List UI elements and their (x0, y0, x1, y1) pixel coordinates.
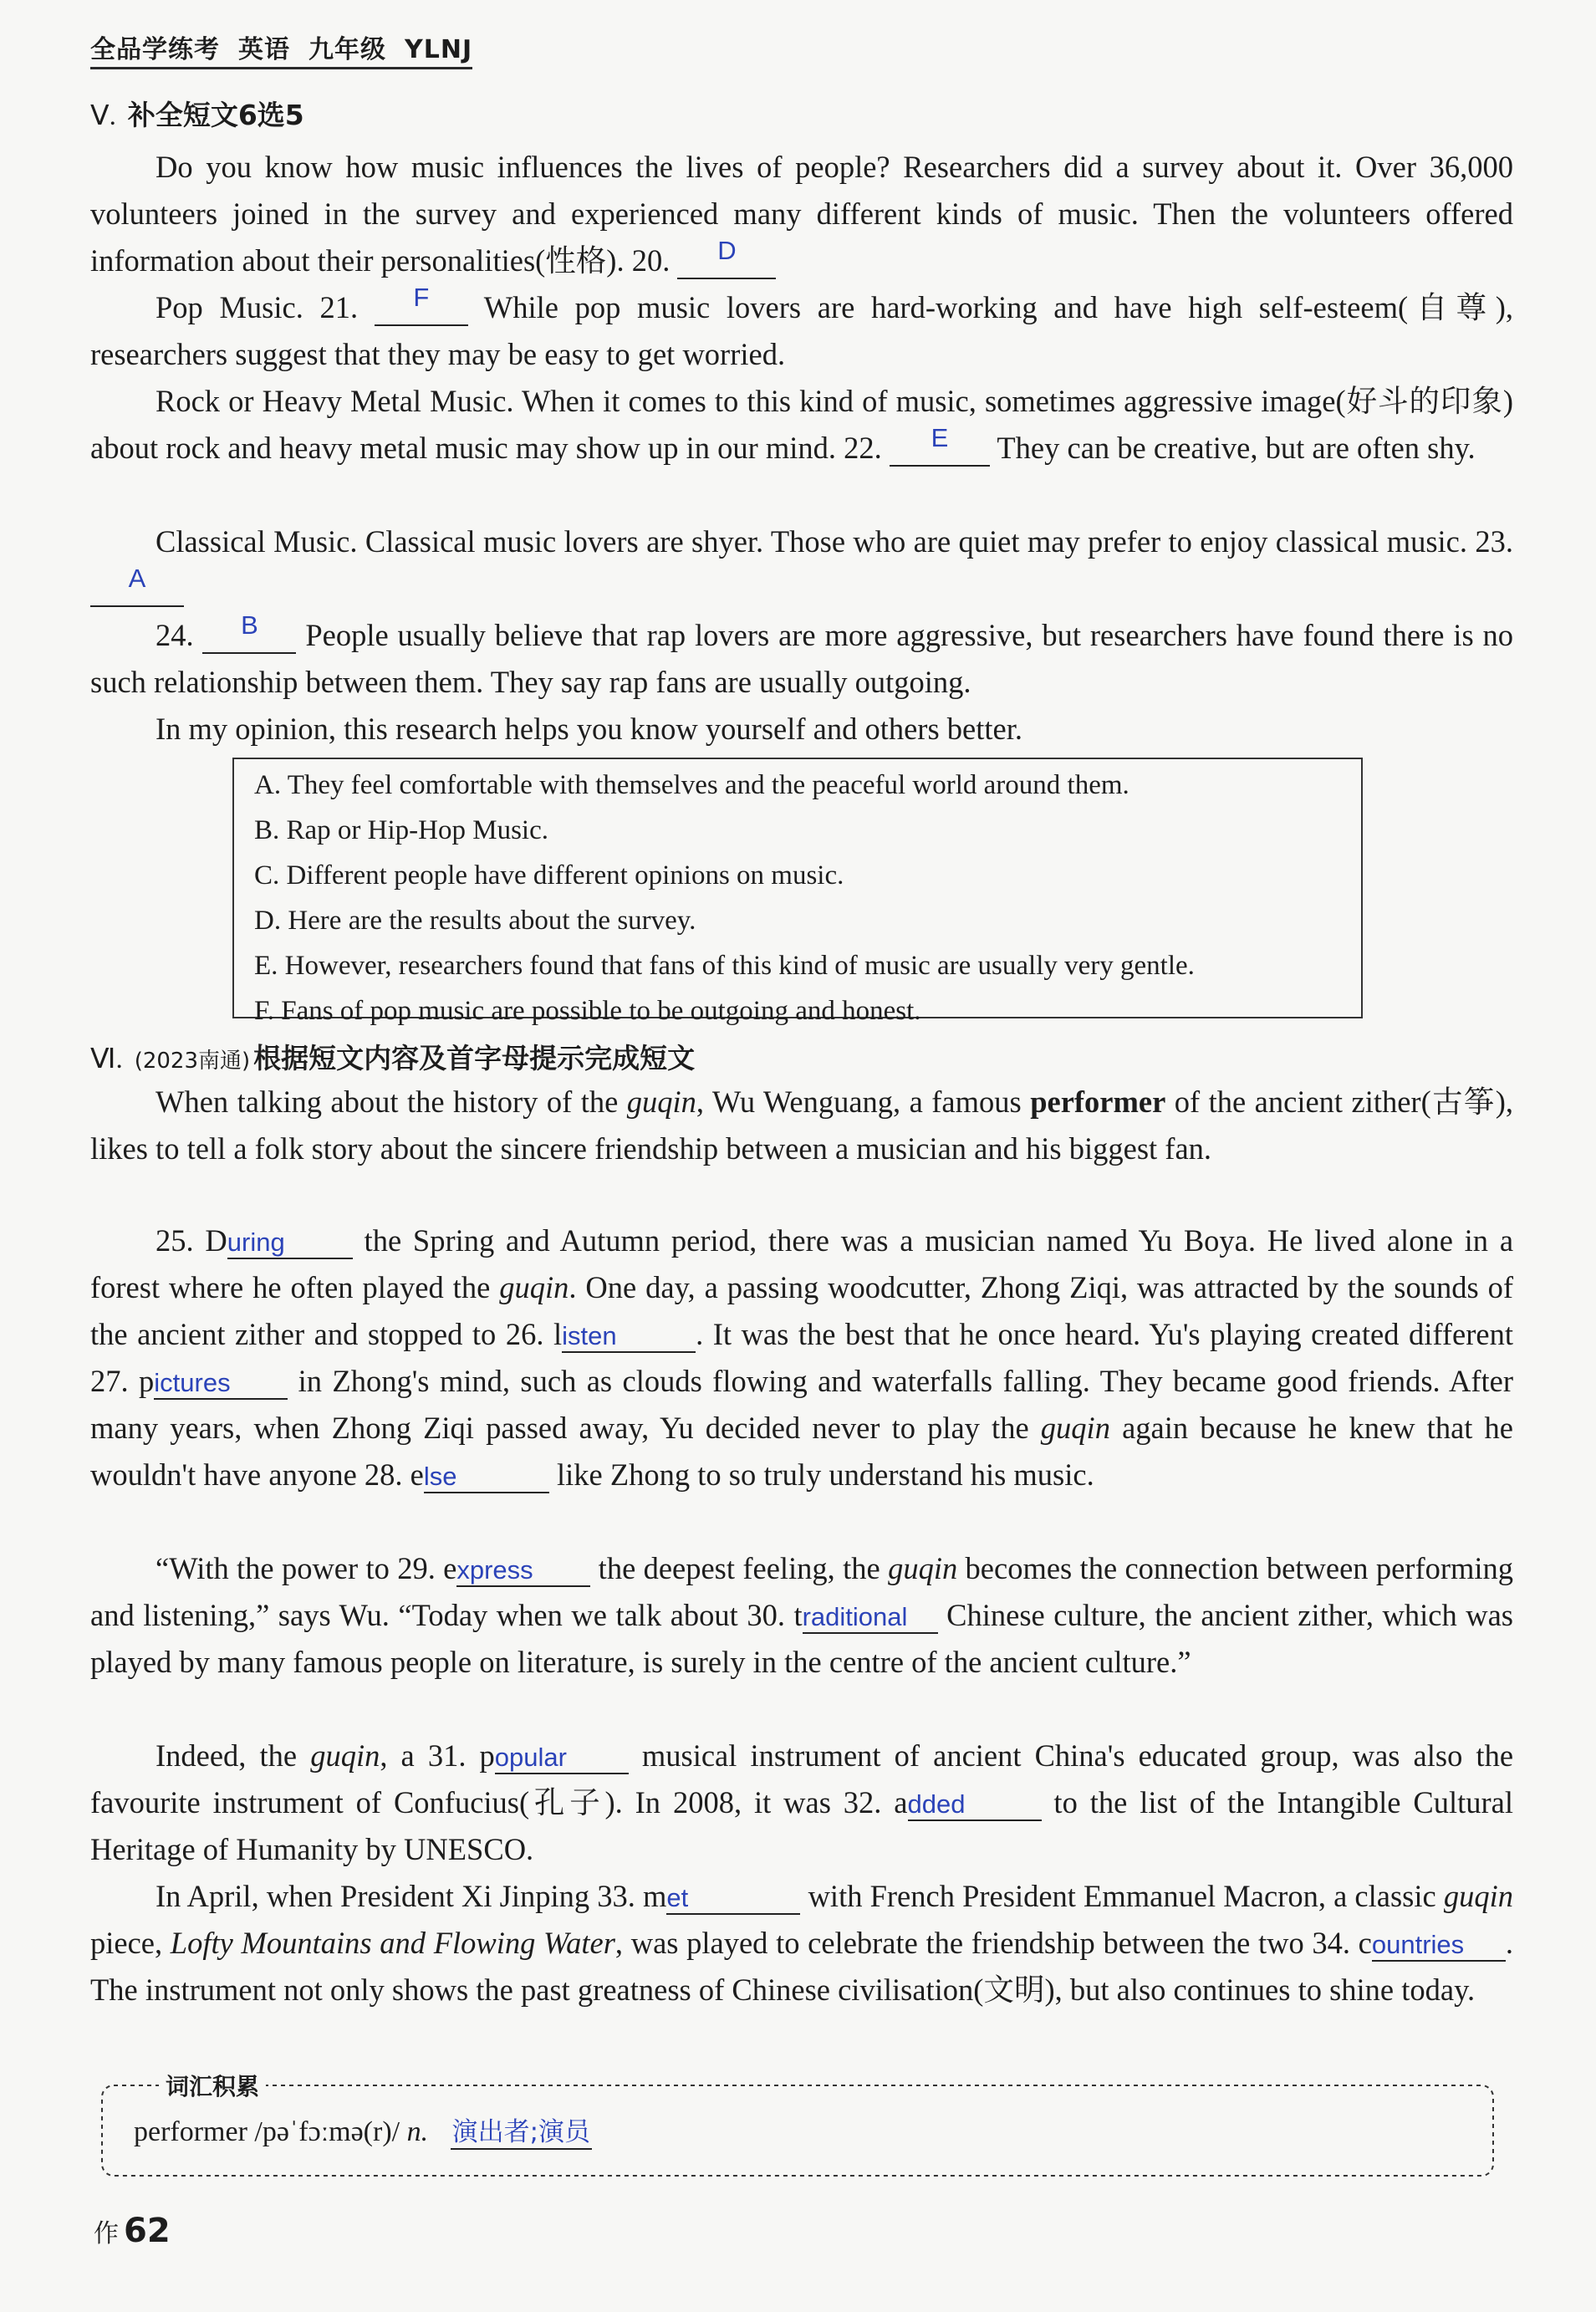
option-e: E. However, researchers found that fans of this kind of music are usually very gentle. (254, 951, 1195, 981)
s5-paragraph-1: Do you know how music influences the lives of people? Researchers did a survey about it. Over 36,000 volunteers joined in the survey and experienced many different kinds of music. Then the volunteers offered information about their personalities(性格). 20. $^D$ (90, 144, 1513, 284)
s5-paragraph-6: In my opinion, this research helps you know yourself and others better. (156, 712, 1022, 746)
s6-paragraph-2: 25. During the Spring and Autumn period, there was a musician named Yu Boya. He lived alone in a forest where he often played the guqin. One day, a passing woodcutter, Zhong Ziqi, was attracted by the sounds of the ancient zither and stopped to 26. listen . It was the best that he once heard. Yu's playing created different 27. pictures in Zhong's mind, such as clouds flowing and waterfalls falling. They became good friends. After many years, when Zhong Ziqi passed away, Yu decided never to play the guqin again because he knew that he wouldn't have anyone 28. else like Zhong to so truly understand his music. (90, 1217, 1513, 1498)
subject: 英语 (238, 35, 290, 64)
edition: YLNJ (405, 35, 473, 64)
answer-blank-28[interactable]: lse (424, 1458, 549, 1493)
answer-blank-34[interactable]: ountries (1372, 1927, 1506, 1962)
vocab-pos: n. (406, 2116, 429, 2147)
answer-blank-22[interactable]: E (890, 431, 990, 467)
answer-blank-30[interactable]: raditional (803, 1599, 938, 1634)
vocab-box (100, 2073, 1497, 2181)
section-5-title: Ⅴ. 补全短文6选5 (90, 99, 304, 131)
option-a: A. They feel comfortable with themselves and the peaceful world around them. (254, 770, 1129, 800)
answer-blank-24[interactable]: B (202, 619, 296, 654)
s5-paragraph-4: Classical Music. Classical music lovers are shyer. Those who are quiet may prefer to enjoy classical music. 23. $^A$ (90, 518, 1513, 612)
vocab-title: 词汇积累 (159, 2069, 266, 2102)
s5-paragraph-2: Pop Music. 21. $^F$ While pop music lovers are hard-working and have high self-esteem(自尊), researchers suggest that they may be easy to get worried. (90, 283, 1513, 371)
vocab-entry (134, 2110, 592, 2150)
answer-blank-32[interactable]: dded (908, 1786, 1042, 1821)
s5-paragraph-5: 24. $^B$ People usually believe that rap lovers are more aggressive, but researchers have found there is no such relationship between them. They say rap fans are usually outgoing. (90, 610, 1513, 699)
option-d: D. Here are the results about the survey. (254, 906, 696, 936)
s6-paragraph-5: In April, when President Xi Jinping 33. met with French President Emmanuel Macron, a classic guqin piece, Lofty Mountains and Flowing Water, was played to celebrate the friendship between the two 34. countries . The instrument not only shows the past greatness of Chinese civilisation(文明), but also continues to shine today. (90, 1879, 1514, 2007)
s6-paragraph-1: When talking about the history of the guqin, Wu Wenguang, a famous performer of the ancient zither(古筝), likes to tell a folk story about the sincere friendship between a musician and his biggest fan. (90, 1085, 1514, 1166)
answer-blank-26[interactable]: isten (562, 1318, 696, 1353)
section-6-title: Ⅵ. (2023南通) 根据短文内容及首字母提示完成短文 (90, 1042, 696, 1074)
answer-blank-29[interactable]: xpress (456, 1552, 590, 1587)
answer-blank-31[interactable]: opular (495, 1739, 629, 1774)
answer-blank-21[interactable]: F (375, 291, 468, 326)
option-b: B. Rap or Hip-Hop Music. (254, 815, 548, 845)
answer-blank-33[interactable]: et (666, 1880, 800, 1915)
answer-blank-27[interactable]: ictures (154, 1365, 288, 1400)
options-box (232, 758, 1363, 1026)
answer-blank-23[interactable]: A (90, 572, 184, 607)
page-header (90, 28, 472, 69)
vocab-word: performer /pəˈfɔːmə(r)/ (134, 2116, 400, 2147)
answer-blank-20[interactable]: D (677, 244, 776, 279)
s6-paragraph-3: “With the power to 29. express the deepest feeling, the guqin becomes the connection between performing and listening,” says Wu. “Today when we talk about 30. traditional Chinese culture, the ancient zither, which was played by many famous people on literature, is surely in the centre of the ancient culture.” (90, 1551, 1514, 1679)
option-c: C. Different people have different opinions on music. (254, 860, 844, 891)
vocab-answer-blank[interactable]: 演出者;演员 (451, 2110, 592, 2150)
s6-paragraph-4: Indeed, the guqin, a 31. popular musical instrument of ancient China's educated group, was also the favourite instrument of Confucius(孔子). In 2008, it was 32. added to the list of the Intangible Cultural Heritage of Humanity by UNESCO. (90, 1738, 1514, 1866)
answer-blank-25[interactable]: uring (227, 1224, 353, 1259)
page-number: 作 62 (94, 2212, 171, 2250)
book-name: 全品学练考 (90, 35, 220, 64)
grade: 九年级 (308, 35, 386, 64)
option-f: F. Fans of pop music are possible to be outgoing and honest. (254, 996, 921, 1026)
s5-paragraph-3: Rock or Heavy Metal Music. When it comes to this kind of music, sometimes aggressive image(好斗的印象) about rock and heavy metal music may show up in our mind. 22. $^E$ They can be creative, but are often shy. (90, 378, 1513, 472)
